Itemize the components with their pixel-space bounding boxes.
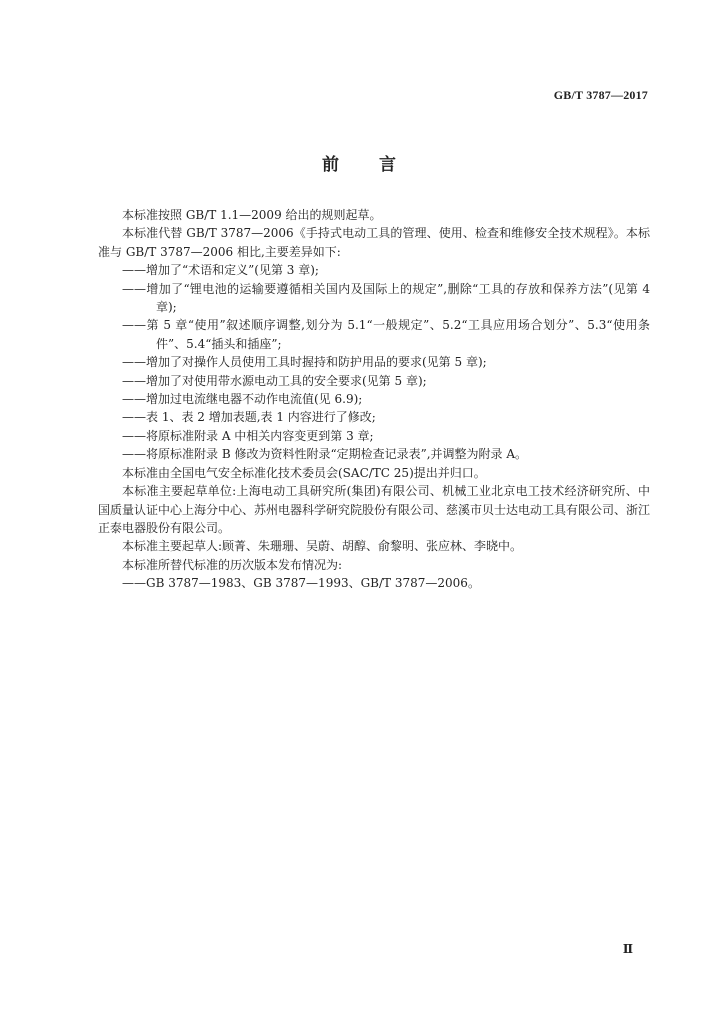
history-item: ——GB 3787—1983、GB 3787—1993、GB/T 3787—2006。 <box>122 576 480 591</box>
paragraph-proposer: 本标准由全国电气安全标准化技术委员会(SAC/TC 25)提出并归口。 <box>122 465 486 480</box>
page-number: Ⅱ <box>622 942 633 956</box>
paragraph-replacement: 本标准代替 GB/T 3787—2006《手持式电动工具的管理、使用、检查和维修安全技术规程》。本标准与 GB/T 3787—2006 相比,主要差异如下: <box>98 226 650 259</box>
paragraph-drafting-units: 本标准主要起草单位:上海电动工具研究所(集团)有限公司、机械工业北京电工技术经济研究所、中国质量认证中心上海分中心、苏州电器科学研究院股份有限公司、慈溪市贝士达电动工具有限公司、浙江正泰电器股份有限公司。 <box>98 484 651 535</box>
change-item: ——增加了“术语和定义”(见第 3 章); <box>122 263 319 278</box>
change-item: ——第 5 章“使用”叙述顺序调整,划分为 5.1“一般规定”、5.2“工具应用场合划分”、5.3“使用条件”、5.4“插头和插座”; <box>122 318 650 351</box>
change-item: ——增加了对使用带水源电动工具的安全要求(见第 5 章); <box>122 373 427 388</box>
page-title: 前言 <box>322 155 436 175</box>
change-item: ——表 1、表 2 增加表题,表 1 内容进行了修改; <box>122 410 376 425</box>
document-body <box>98 206 650 593</box>
paragraph-drafters: 本标准主要起草人:顾菁、朱珊珊、吴蔚、胡醇、俞黎明、张应林、李晓中。 <box>122 539 523 554</box>
change-item: ——将原标准附录 A 中相关内容变更到第 3 章; <box>122 428 374 443</box>
change-item: ——增加过电流继电器不动作电流值(见 6.9); <box>122 392 363 407</box>
standard-number: GB/T 3787—2017 <box>553 88 648 102</box>
paragraph-drafting-rules: 本标准按照 GB/T 1.1—2009 给出的规则起草。 <box>122 208 382 222</box>
change-item: ——增加了“锂电池的运输要遵循相关国内及国际上的规定”,删除“工具的存放和保养方法”(见第 4 章); <box>122 281 650 315</box>
change-item: ——将原标准附录 B 修改为资料性附录“定期检查记录表”,并调整为附录 A。 <box>122 447 528 462</box>
change-item: ——增加了对操作人员使用工具时握持和防护用品的要求(见第 5 章); <box>122 355 487 370</box>
paragraph-history-intro: 本标准所替代标准的历次版本发布情况为: <box>122 557 343 572</box>
